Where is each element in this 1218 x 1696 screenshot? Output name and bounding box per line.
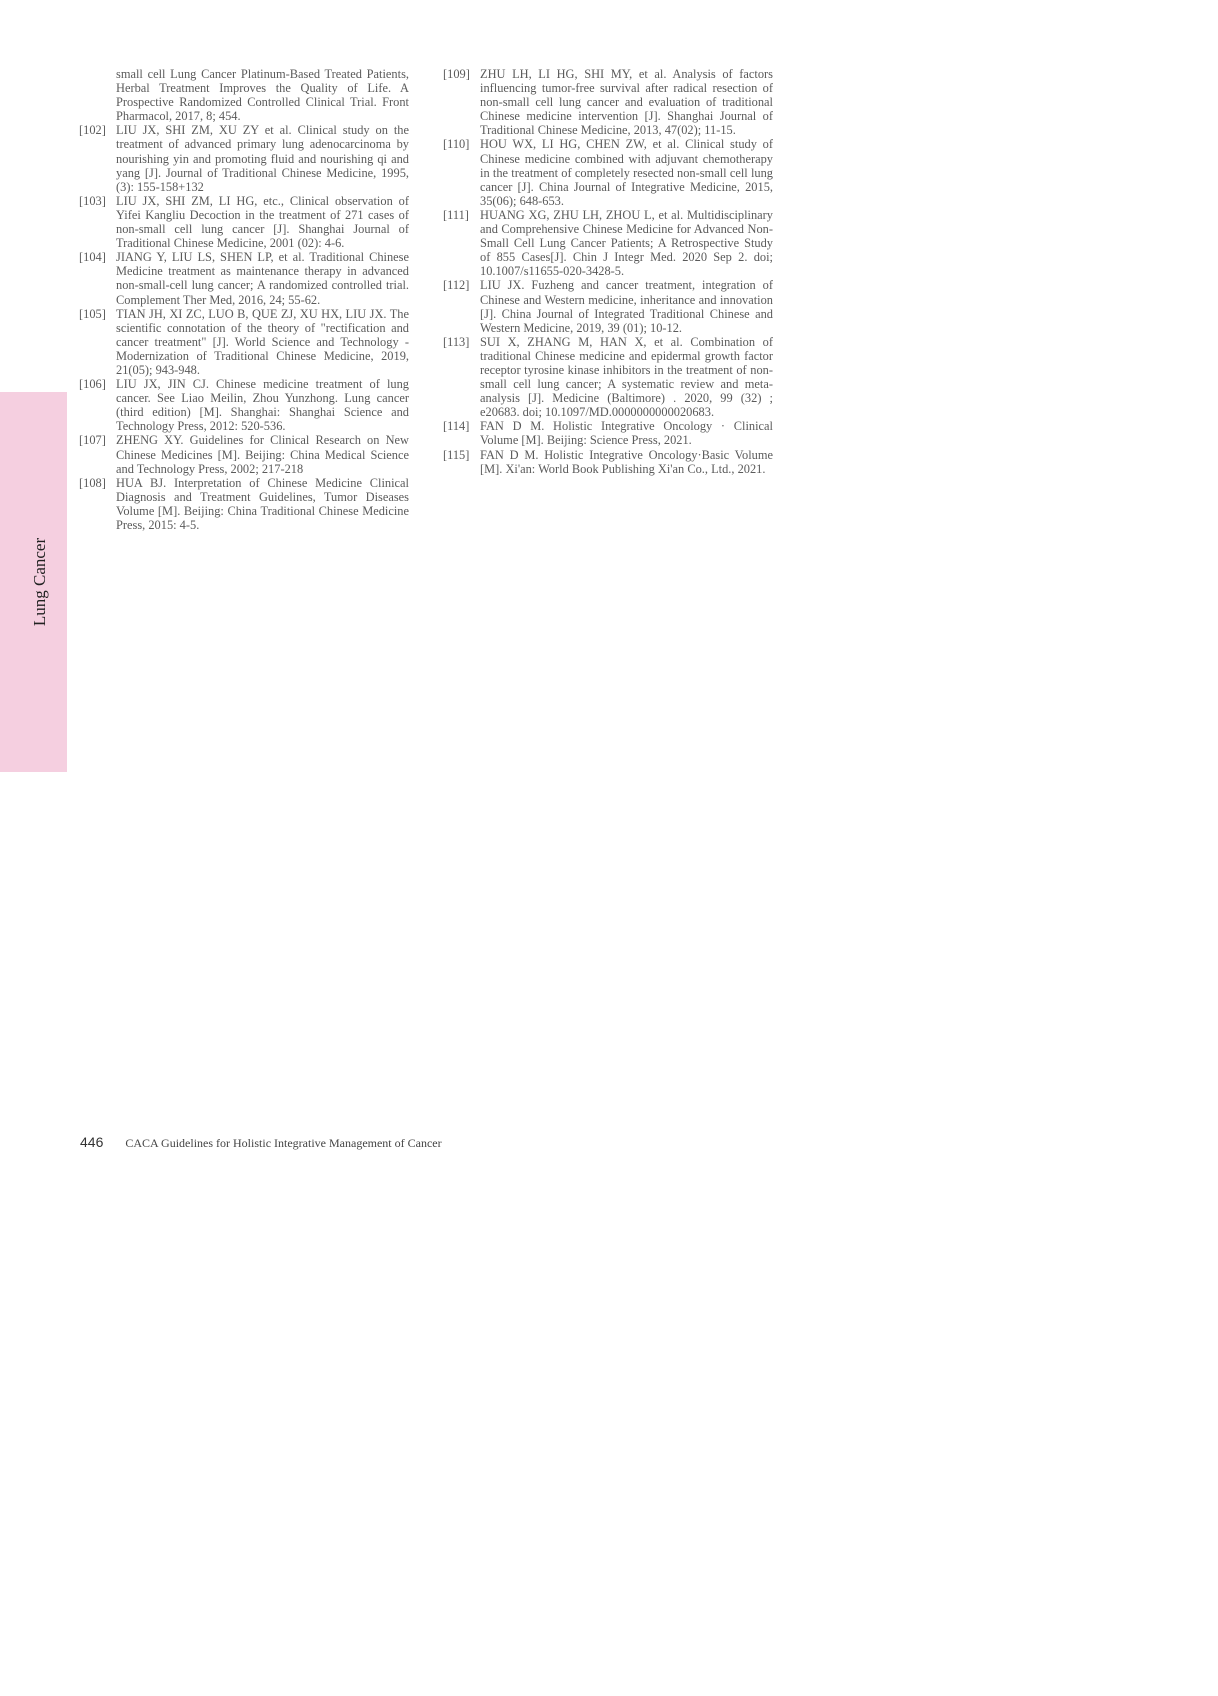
reference-text: LIU JX. Fuzheng and cancer treatment, integration of Chinese and Western medicine, inheritance and innovation [J]. China Journal of Integrated Traditional Chinese and Western Medicine, 2019, 39 (01); 10-12. — [480, 278, 773, 335]
reference-continuation — [79, 67, 409, 123]
reference-103 — [79, 194, 409, 250]
reference-text: HUA BJ. Interpretation of Chinese Medicine Clinical Diagnosis and Treatment Guidelines, Tumor Diseases Volume [M]. Beijing: China Traditional Chinese Medicine Press, 2015: 4-5. — [116, 475, 409, 532]
reference-110 — [443, 137, 773, 207]
reference-111 — [443, 208, 773, 278]
reference-text: small cell Lung Cancer Platinum-Based Treated Patients, Herbal Treatment Improves the Quality of Life. A Prospective Randomized Controlled Clinical Trial. Front Pharmacol, 2017, 8; 454. — [116, 67, 409, 124]
reference-text: ZHENG XY. Guidelines for Clinical Research on New Chinese Medicines [M]. Beijing: China Medical Science and Technology Press, 2002; 217-218 — [116, 433, 409, 476]
reference-115 — [443, 448, 773, 476]
reference-number: [113] — [443, 334, 470, 349]
reference-number: [108] — [79, 475, 106, 490]
reference-number: [104] — [79, 250, 106, 265]
page-footer — [80, 1134, 442, 1151]
reference-text: HOU WX, LI HG, CHEN ZW, et al. Clinical study of Chinese medicine combined with adjuvant chemotherapy in the treatment of completely resected non-small cell lung cancer [J]. China Journal of Integrative Medicine, 2015, 35(06); 648-653. — [480, 137, 773, 208]
references-column-right — [443, 67, 773, 476]
reference-number: [105] — [79, 306, 106, 321]
reference-number: [103] — [79, 193, 106, 208]
references-column-left — [79, 67, 409, 532]
side-section-label: Lung Cancer — [30, 537, 49, 627]
page-number: 446 — [80, 1134, 104, 1150]
reference-106 — [79, 377, 409, 433]
reference-number: [115] — [443, 447, 470, 462]
reference-number: [112] — [443, 278, 470, 293]
reference-text: LIU JX, SHI ZM, LI HG, etc., Clinical observation of Yifei Kangliu Decoction in the treatment of 271 cases of non-small cell lung cancer [J]. Shanghai Journal of Traditional Chinese Medicine, 2001 (02): 4-6. — [116, 193, 409, 251]
reference-text: SUI X, ZHANG M, HAN X, et al. Combination of traditional Chinese medicine and epidermal growth factor receptor tyrosine kinase inhibitors in the treatment of non-small cell lung cancer; A systematic review and meta-analysis [J]. Medicine (Baltimore) . 2020, 99 (32) ; e20683. doi; 10.1097/MD.0000000000020683. — [480, 334, 773, 420]
reference-109 — [443, 67, 773, 137]
reference-number: [114] — [443, 419, 470, 434]
reference-112 — [443, 278, 773, 334]
reference-108 — [79, 476, 409, 532]
reference-105 — [79, 307, 409, 377]
reference-text: JIANG Y, LIU LS, SHEN LP, et al. Traditional Chinese Medicine treatment as maintenance therapy in advanced non-small-cell lung cancer; A randomized controlled trial. Complement Ther Med, 2016, 24; 55-62. — [116, 250, 409, 307]
reference-number: [107] — [79, 433, 106, 448]
reference-113 — [443, 335, 773, 420]
reference-107 — [79, 433, 409, 475]
reference-text: FAN D M. Holistic Integrative Oncology·Basic Volume [M]. Xi'an: World Book Publishing Xi'an Co., Ltd., 2021. — [480, 447, 773, 476]
reference-114 — [443, 419, 773, 447]
reference-text: ZHU LH, LI HG, SHI MY, et al. Analysis of factors influencing tumor-free survival after radical resection of non-small cell lung cancer and evaluation of traditional Chinese medicine intervention [J]. Shanghai Journal of Traditional Chinese Medicine, 2013, 47(02); 11-15. — [480, 67, 773, 138]
reference-text: FAN D M. Holistic Integrative Oncology · Clinical Volume [M]. Beijing: Science Press, 2021. — [480, 419, 773, 448]
reference-number: [111] — [443, 207, 469, 222]
reference-number: [110] — [443, 137, 470, 152]
reference-104 — [79, 250, 409, 306]
reference-number: [102] — [79, 123, 106, 138]
reference-number: [106] — [79, 377, 106, 392]
book-title: CACA Guidelines for Holistic Integrative Management of Cancer — [125, 1136, 442, 1150]
reference-text: LIU JX, JIN CJ. Chinese medicine treatment of lung cancer. See Liao Meilin, Zhou Yunzhong. Lung cancer (third edition) [M]. Shanghai: Shanghai Science and Technology Press, 2012: 520-536. — [116, 377, 409, 434]
reference-text: TIAN JH, XI ZC, LUO B, QUE ZJ, XU HX, LIU JX. The scientific connotation of the theory of "rectification and cancer treatment" [J]. World Science and Technology - Modernization of Traditional Chinese Medicine, 2019, 21(05); 943-948. — [116, 306, 409, 377]
reference-text: LIU JX, SHI ZM, XU ZY et al. Clinical study on the treatment of advanced primary lung adenocarcinoma by nourishing yin and promoting fluid and nourishing qi and yang [J]. Journal of Traditional Chinese Medicine, 1995, (3): 155-158+132 — [116, 123, 409, 194]
reference-102 — [79, 123, 409, 193]
reference-text: HUANG XG, ZHU LH, ZHOU L, et al. Multidisciplinary and Comprehensive Chinese Medicine for Advanced Non-Small Cell Lung Cancer Patients; A Retrospective Study of 855 Cases[J]. Chin J Integr Med. 2020 Sep 2. doi; 10.1007/s11655-020-3428-5. — [480, 207, 773, 279]
reference-number: [109] — [443, 67, 470, 81]
